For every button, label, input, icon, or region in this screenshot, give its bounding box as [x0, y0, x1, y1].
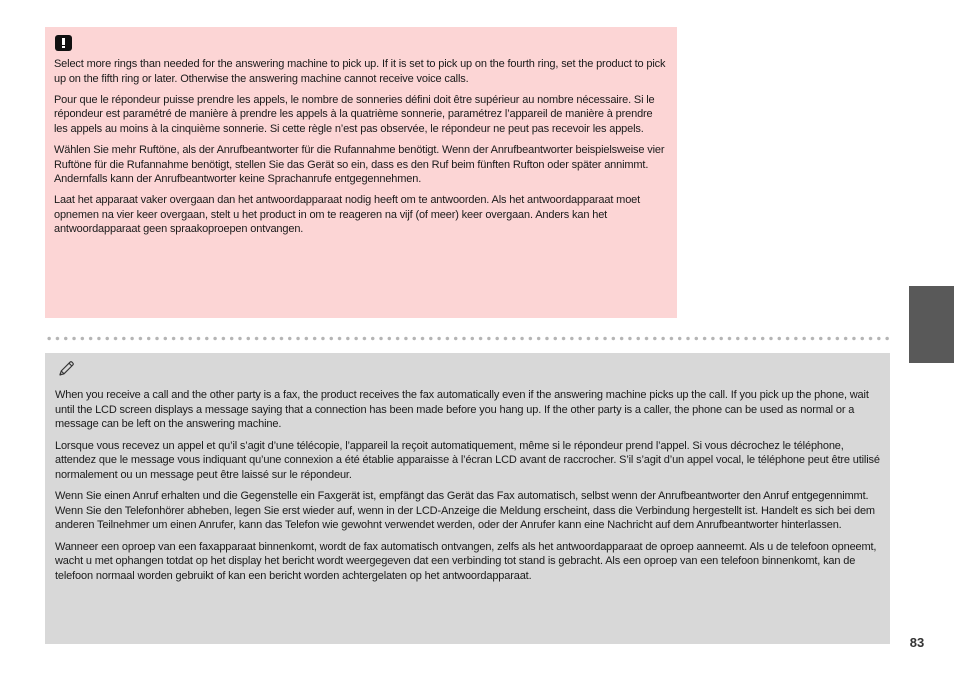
caution-paragraph-fr: Pour que le répondeur puisse prendre les appels, le nombre de sonneries défini doit être supérieur au nombre nécessaire. Si le répondeur est paramétré de manière à prendre les appels à la quatrième sonnerie, paramétrez l’appareil de manière à prendre les appels au moins à la cinquième sonnerie. Si cette règle n’est pas observée, le répondeur ne peut pas recevoir les appels. [54, 93, 655, 135]
dotted-divider [45, 336, 890, 341]
section-side-tab [909, 286, 954, 363]
pencil-note-icon [57, 360, 75, 378]
note-paragraph-de: Wenn Sie einen Anruf erhalten und die Gegenstelle ein Faxgerät ist, empfängt das Gerät das Fax automatisch, selbst wenn der Anrufbeantworter den Anruf entgegennimmt. Wenn Sie den Telefonhörer abheben, legen Sie erst wieder auf, wenn in der LCD-Anzeige die Meldung erscheint, dass die Verbindung hergestellt ist. Handelt es sich bei dem anderen Teilnehmer um einen Anrufer, kann das Telefon wie gewohnt verwendet werden, oder der Anrufer kann eine Nachricht auf dem Anrufbeantworter hinterlassen. [55, 490, 875, 532]
note-box [45, 353, 890, 644]
note-paragraph-fr: Lorsque vous recevez un appel et qu’il s’agit d’une télécopie, l’appareil la reçoit automatiquement, même si le répondeur prend l’appel. Si vous décrochez le téléphone, attendez que le message vous indiquant qu’une connexion a été établie apparaisse à l’écran LCD avant de raccrocher. S’il s’agit d’un appel vocal, le téléphone peut être utilisé normalement ou un message peut être laissé sur le répondeur. [55, 439, 880, 481]
caution-box [45, 27, 677, 318]
exclamation-icon [55, 35, 72, 51]
caution-paragraph-de: Wählen Sie mehr Ruftöne, als der Anrufbeantworter für die Rufannahme benötigt. Wenn der Anrufbeantworter beispielsweise vier Ruftöne für die Rufannahme benötigt, stellen Sie das Gerät so ein, dass es den Ruf beim fünften Rufton oder später annimmt. Andernfalls kann der Anrufbeantworter keine Sprachanrufe entgegennehmen. [54, 143, 665, 186]
caution-paragraph-en: Select more rings than needed for the answering machine to pick up. If it is set to pick up on the fourth ring, set the product to pick up on the fifth ring or later. Otherwise the answering machine cannot receive voice calls. [54, 58, 666, 85]
page-number: 83 [909, 635, 925, 650]
note-paragraph-nl: Wanneer een oproep van een faxapparaat binnenkomt, wordt de fax automatisch ontvangen, zelfs als het antwoordapparaat de oproep aanneemt. Als u de telefoon opneemt, wacht u met ophangen totdat op het display het bericht wordt weergegeven dat een verbinding tot stand is gebracht. Als een oproep van een telefoon binnenkomt, kan de telefoon normaal worden gebruikt of kan een bericht worden achtergelaten op het antwoordapparaat. [55, 540, 877, 582]
caution-paragraph-nl: Laat het apparaat vaker overgaan dan het antwoordapparaat nodig heeft om te antwoorden. Als het antwoordapparaat moet opnemen na vier keer overgaan, stelt u het product in om te reageren na vijf (of meer) keer overgaan. Anders kan het antwoordapparaat geen spraakoproepen ontvangen. [54, 194, 641, 236]
note-paragraph-en: When you receive a call and the other party is a fax, the product receives the fax automatically even if the answering machine picks up the call. If you pick up the phone, wait until the LCD screen displays a message saying that a connection has been made before you hang up. If the other party is a caller, the phone can be used as normal or a message can be left on the answering machine. [55, 389, 869, 431]
